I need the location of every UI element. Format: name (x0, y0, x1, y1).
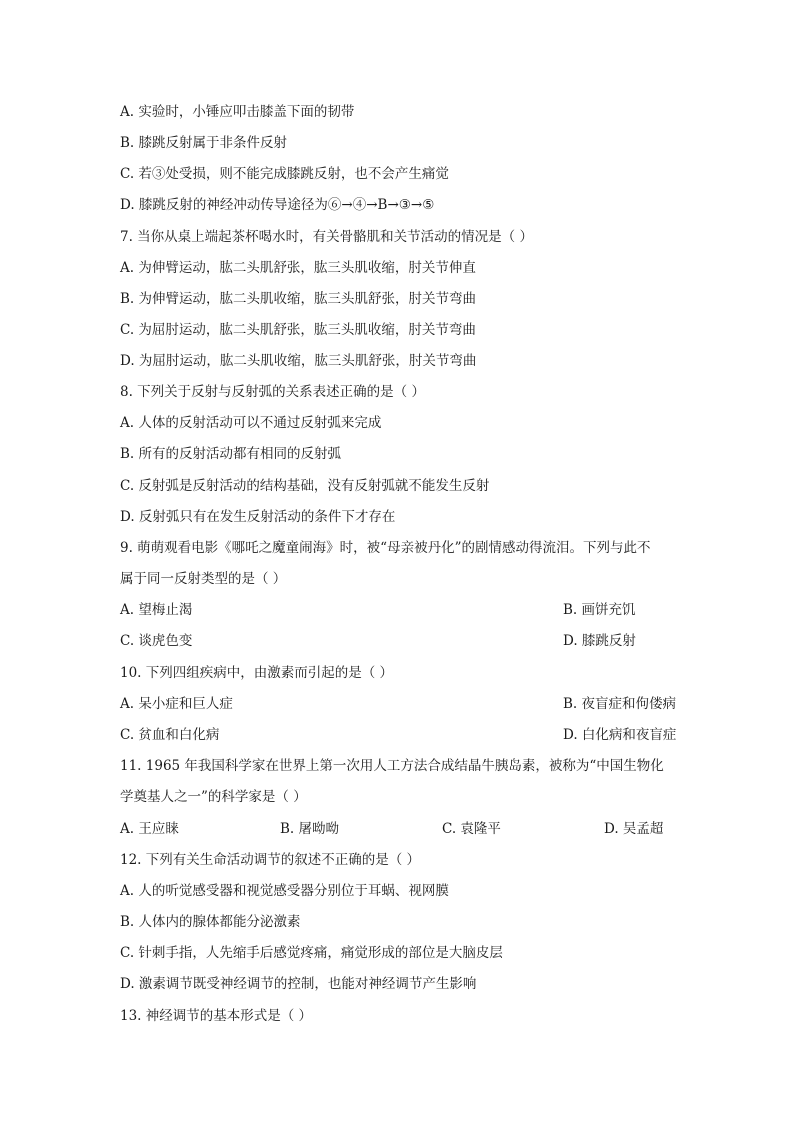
q7-option-b: B. 为伸臂运动，肱二头肌收缩，肱三头肌舒张，肘关节弯曲 (120, 291, 477, 307)
q6-option-d: D. 膝跳反射的神经冲动传导途径为⑥→④→B→③→⑤ (120, 197, 435, 213)
q11-options-row (120, 817, 664, 841)
q10-row-2 (120, 723, 677, 747)
q7-stem: 7. 当你从桌上端起茶杯喝水时，有关骨骼肌和关节活动的情况是（ ） (120, 229, 533, 245)
q6-option-b: B. 膝跳反射属于非条件反射 (120, 135, 288, 151)
q12-option-c: C. 针刺手指，人先缩手后感觉疼痛，痛觉形成的部位是大脑皮层 (120, 945, 503, 961)
q8-option-d: D. 反射弧只有在发生反射活动的条件下才存在 (120, 509, 396, 525)
q11-option-c: C. 袁隆平 (442, 821, 501, 837)
q7-option-d: D. 为屈肘运动，肱二头肌收缩，肱三头肌舒张，肘关节弯曲 (120, 353, 477, 369)
q9-row-1 (120, 598, 636, 622)
q10-option-b: B. 夜盲症和佝偻病 (563, 696, 677, 712)
q8-option-a: A. 人体的反射活动可以不通过反射弧来完成 (120, 415, 382, 431)
q7-option-a: A. 为伸臂运动，肱二头肌舒张，肱三头肌收缩，肘关节伸直 (120, 260, 476, 276)
q11-option-b: B. 屠呦呦 (280, 821, 340, 837)
q8-stem: 8. 下列关于反射与反射弧的关系表述正确的是（ ） (120, 384, 425, 400)
q10-stem: 10. 下列四组疾病中，由激素而引起的是（ ） (120, 665, 394, 681)
q10-option-a: A. 呆小症和巨人症 (120, 696, 233, 712)
q11-option-d: D. 吴孟超 (604, 821, 664, 837)
q6-option-a: A. 实验时，小锤应叩击膝盖下面的韧带 (120, 104, 355, 120)
q9-option-d: D. 膝跳反射 (563, 633, 636, 649)
q12-option-a: A. 人的听觉感受器和视觉感受器分别位于耳蜗、视网膜 (120, 883, 449, 899)
q9-stem-line2: 属于同一反射类型的是（ ） (120, 571, 287, 587)
q13-stem: 13. 神经调节的基本形式是（ ） (120, 1008, 313, 1024)
q11-stem-line2: 学奠基人之一”的科学家是（ ） (120, 789, 307, 805)
q7-option-c: C. 为屈肘运动，肱二头肌舒张，肱三头肌收缩，肘关节弯曲 (120, 322, 476, 338)
q9-option-c: C. 谈虎色变 (120, 633, 193, 649)
q11-stem-line1: 11. 1965 年我国科学家在世界上第一次用人工方法合成结晶牛胰岛素，被称为“中国生物化 (120, 758, 664, 774)
q12-stem: 12. 下列有关生命活动调节的叙述不正确的是（ ） (120, 852, 421, 868)
q10-option-d: D. 白化病和夜盲症 (563, 727, 677, 743)
q9-option-a: A. 望梅止渴 (120, 602, 193, 618)
q9-row-2 (120, 629, 636, 653)
q8-option-c: C. 反射弧是反射活动的结构基础，没有反射弧就不能发生反射 (120, 478, 490, 494)
q9-option-b: B. 画饼充饥 (563, 602, 636, 618)
q6-option-c: C. 若③处受损，则不能完成膝跳反射，也不会产生痛觉 (120, 166, 449, 182)
q9-stem-line1: 9. 萌萌观看电影《哪吒之魔童闹海》时，被“母亲被丹化”的剧情感动得流泪。下列与此不 (120, 540, 651, 556)
q12-option-b: B. 人体内的腺体都能分泌激素 (120, 914, 301, 930)
q11-option-a: A. 王应睐 (120, 821, 179, 837)
q12-option-d: D. 激素调节既受神经调节的控制，也能对神经调节产生影响 (120, 976, 477, 992)
q8-option-b: B. 所有的反射活动都有相同的反射弧 (120, 446, 342, 462)
q10-row-1 (120, 692, 677, 716)
q10-option-c: C. 贫血和白化病 (120, 727, 220, 743)
